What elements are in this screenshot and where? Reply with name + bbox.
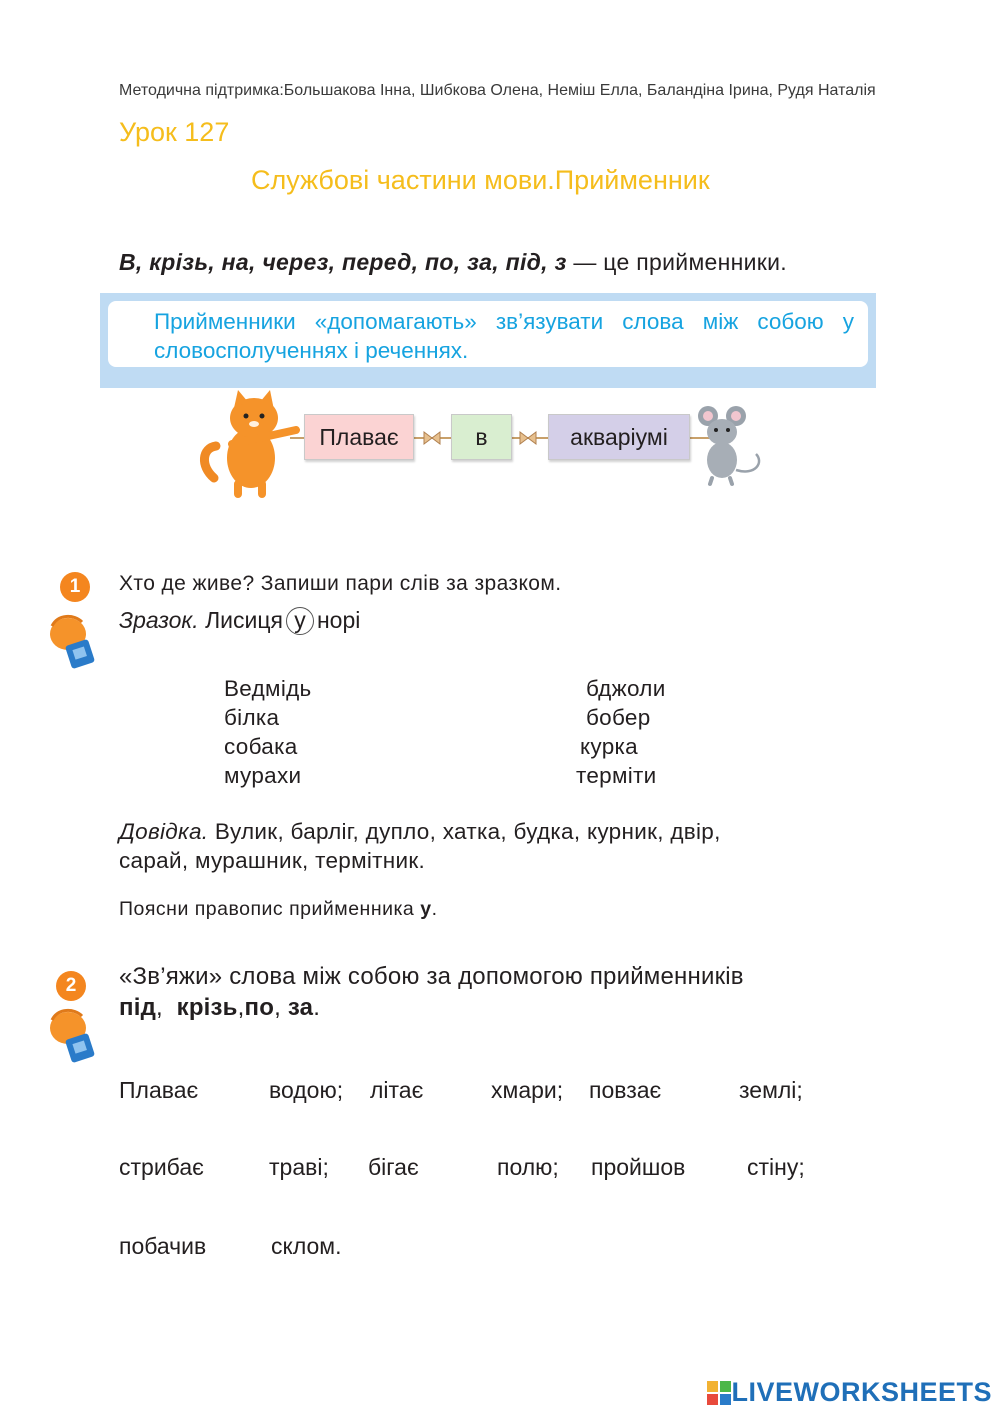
task-2-badge: 2 bbox=[56, 971, 86, 1001]
prep-za: за bbox=[287, 994, 314, 1021]
hint-label: Довідка. bbox=[119, 819, 209, 844]
exercise-word: повзає bbox=[589, 1077, 662, 1103]
exercise-word: траві; bbox=[269, 1154, 329, 1180]
hint-line-2: сарай, мурашник, термітник. bbox=[119, 848, 426, 873]
word-card-akvariumi: акваріумі bbox=[548, 414, 690, 460]
exercise-word: стіну; bbox=[747, 1154, 805, 1180]
prep-kriz: крізь bbox=[176, 994, 238, 1021]
exercise-word: полю; bbox=[497, 1154, 559, 1180]
task-2-instruction: «Зв’яжи» слова між собою за допомогою прийменників bbox=[119, 963, 744, 990]
left-word: собака bbox=[224, 734, 298, 759]
prep-pid: під bbox=[119, 994, 156, 1021]
task-1-instruction: Хто де живе? Запиши пари слів за зразком. bbox=[119, 572, 562, 595]
exercise-word: водою; bbox=[269, 1077, 344, 1103]
liveworksheets-logo-text: LIVEWORKSHEETS bbox=[731, 1377, 992, 1407]
hint-block bbox=[119, 817, 721, 846]
mouse-illustration bbox=[694, 404, 770, 488]
explain-text: Поясни правопис прийменника bbox=[119, 898, 415, 920]
hint-line-1: Вулик, барліг, дупло, хатка, будка, курник, двір, bbox=[214, 819, 721, 844]
left-word: Ведмідь bbox=[224, 676, 312, 701]
explain-letter: у bbox=[420, 898, 432, 920]
exercise-word: землі; bbox=[739, 1077, 803, 1103]
sample-preposition-circled: у bbox=[286, 607, 314, 635]
bow-icon bbox=[518, 429, 538, 447]
task-2-prepositions: під, крізь,по, за. bbox=[119, 994, 321, 1021]
liveworksheets-logo-icon bbox=[707, 1381, 731, 1405]
prepositions-statement bbox=[119, 249, 787, 276]
task-1-badge: 1 bbox=[60, 572, 90, 602]
hand-writing-icon bbox=[46, 1006, 102, 1066]
left-word: мурахи bbox=[224, 763, 302, 788]
sample-noun: Лисиця bbox=[205, 607, 283, 633]
right-word: бобер bbox=[586, 705, 651, 730]
exercise-word: пройшов bbox=[591, 1154, 686, 1180]
right-word: терміти bbox=[576, 763, 657, 788]
exercise-word: бігає bbox=[368, 1154, 419, 1180]
lesson-number: Урок 127 bbox=[119, 117, 230, 147]
word-card-v: в bbox=[451, 414, 512, 460]
explain-end: . bbox=[431, 898, 438, 920]
rule-box bbox=[100, 293, 876, 388]
cat-illustration bbox=[196, 386, 306, 498]
exercise-word: літає bbox=[370, 1077, 424, 1103]
word-card-plavaie: Плаває bbox=[304, 414, 414, 460]
sample-place: норі bbox=[316, 607, 361, 633]
left-word: білка bbox=[224, 705, 280, 730]
right-word: бджоли bbox=[586, 676, 666, 701]
prepositions-list: В, крізь, на, через, перед, по, за, під, з bbox=[119, 249, 567, 275]
exercise-word: стрибає bbox=[119, 1154, 204, 1180]
exercise-word: Плаває bbox=[119, 1077, 199, 1103]
exercise-word: склом. bbox=[271, 1233, 342, 1259]
exercise-word: побачив bbox=[119, 1233, 207, 1259]
prepositions-tail: — це прийменники. bbox=[573, 249, 787, 275]
explain-line bbox=[119, 898, 437, 921]
bow-icon bbox=[422, 429, 442, 447]
hand-writing-icon bbox=[46, 612, 102, 672]
lesson-topic: Службові частини мови.Прийменник bbox=[251, 165, 710, 195]
liveworksheets-logo[interactable] bbox=[707, 1377, 992, 1408]
prep-po: по bbox=[244, 994, 275, 1021]
credits-line: Методична підтримка:Большакова Інна, Шибкова Олена, Неміш Елла, Баландіна Ірина, Рудя Наталія bbox=[119, 82, 876, 99]
exercise-word: хмари; bbox=[491, 1077, 564, 1103]
right-word: курка bbox=[580, 734, 638, 759]
task-1-sample bbox=[119, 607, 360, 635]
rule-text: Прийменники «допомагають» зв’язувати слова між собою у словосполученнях і реченнях. bbox=[108, 301, 868, 367]
sample-label: Зразок. bbox=[119, 607, 199, 633]
